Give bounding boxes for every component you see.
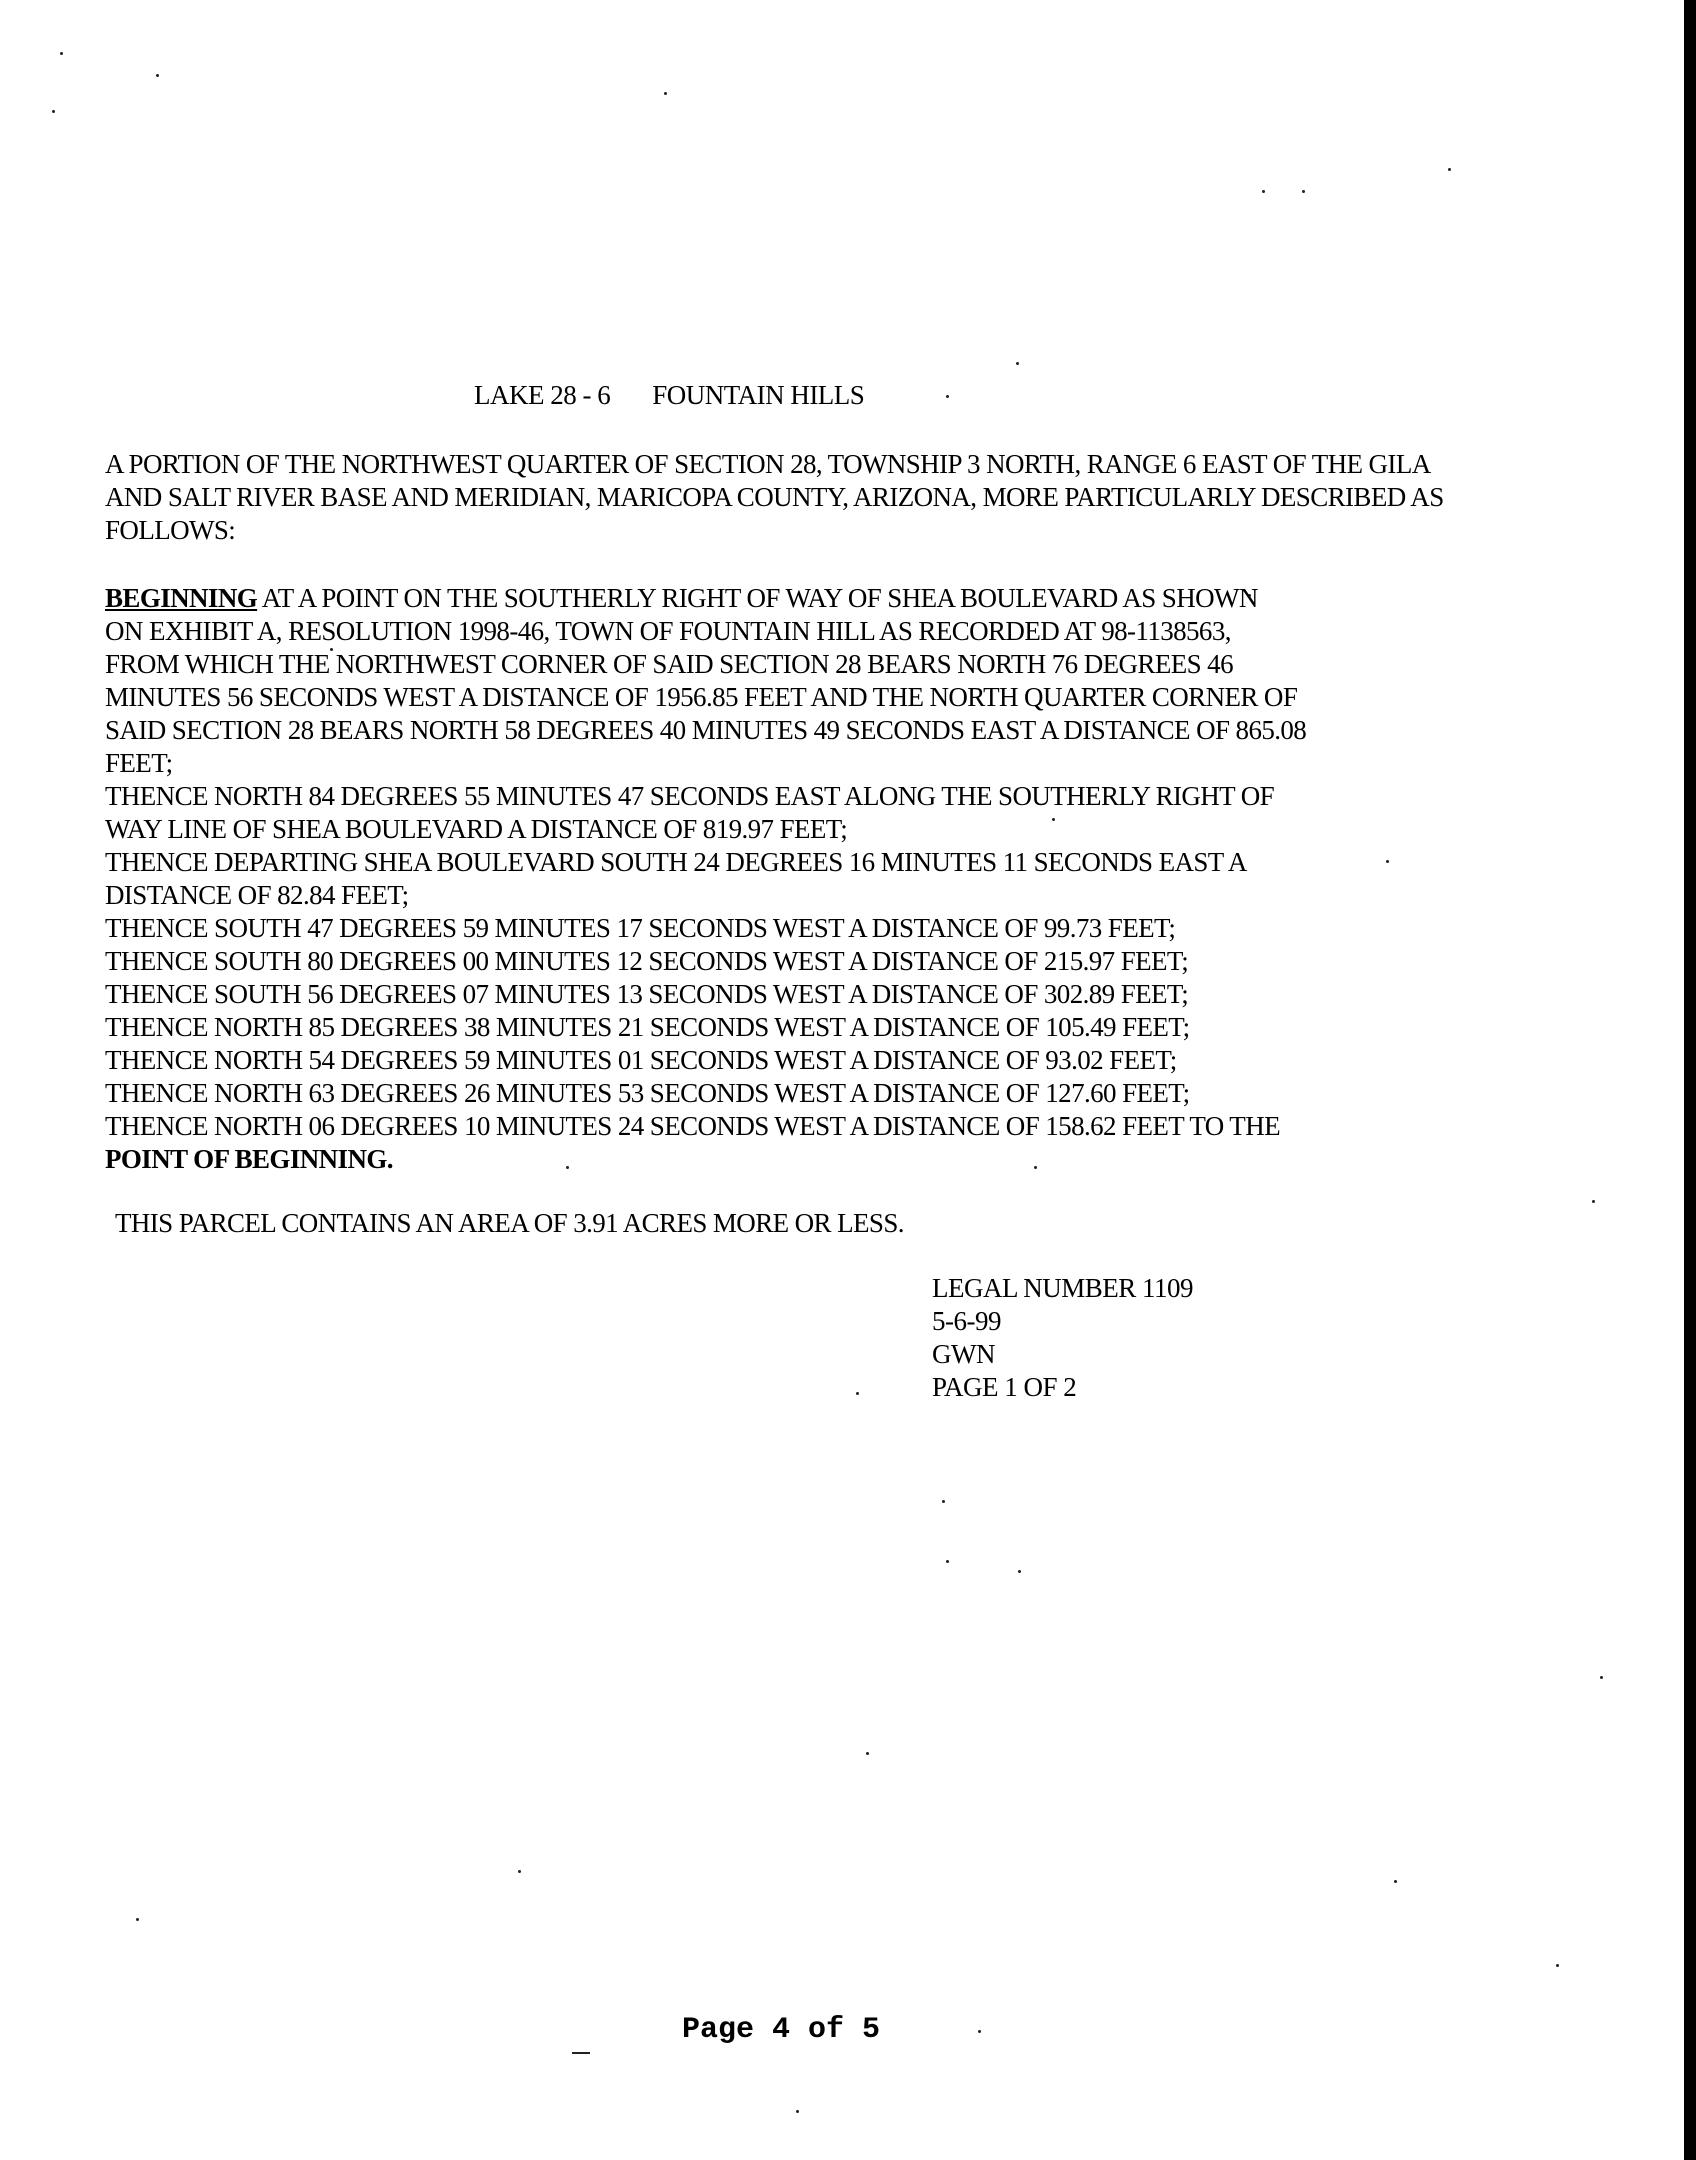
description-line: THENCE DEPARTING SHEA BOULEVARD SOUTH 24 DEGREES 16 MINUTES 11 SECONDS EAST A — [105, 847, 1247, 877]
point-of-beginning: POINT OF BEGINNING. — [105, 1144, 393, 1174]
scan-speck — [1302, 190, 1305, 193]
scan-speck — [1600, 1676, 1603, 1679]
document-page-count: PAGE 1 OF 2 — [932, 1372, 1077, 1402]
scan-speck — [518, 1870, 521, 1873]
scan-speck — [1448, 168, 1451, 171]
description-line: THENCE NORTH 84 DEGREES 55 MINUTES 47 SECONDS EAST ALONG THE SOUTHERLY RIGHT OF — [105, 781, 1275, 811]
page-number: Page 4 of 5 — [682, 2013, 881, 2047]
description-line: MINUTES 56 SECONDS WEST A DISTANCE OF 1956.85 FEET AND THE NORTH QUARTER CORNER OF — [105, 682, 1298, 712]
document-date: 5-6-99 — [932, 1306, 1001, 1336]
scan-speck — [52, 110, 55, 113]
scan-speck — [664, 92, 667, 95]
scan-speck — [1018, 1570, 1021, 1573]
scan-speck — [978, 2030, 981, 2033]
description-line: THENCE NORTH 54 DEGREES 59 MINUTES 01 SECONDS WEST A DISTANCE OF 93.02 FEET; — [105, 1045, 1177, 1075]
description-line: THENCE NORTH 85 DEGREES 38 MINUTES 21 SECONDS WEST A DISTANCE OF 105.49 FEET; — [105, 1012, 1190, 1042]
description-line: WAY LINE OF SHEA BOULEVARD A DISTANCE OF 819.97 FEET; — [105, 814, 848, 844]
description-line: FEET; — [105, 748, 173, 778]
description-line: DISTANCE OF 82.84 FEET; — [105, 880, 409, 910]
description-line: THENCE SOUTH 80 DEGREES 00 MINUTES 12 SECONDS WEST A DISTANCE OF 215.97 FEET; — [105, 946, 1189, 976]
parcel-code: LAKE 28 - 6 — [474, 380, 611, 410]
scan-speck — [856, 1392, 859, 1395]
legal-description — [105, 582, 1450, 1176]
scan-speck — [60, 52, 63, 55]
scan-speck — [1394, 1880, 1397, 1883]
description-line: THENCE SOUTH 47 DEGREES 59 MINUTES 17 SECONDS WEST A DISTANCE OF 99.73 FEET; — [105, 913, 1176, 943]
description-line: THENCE NORTH 63 DEGREES 26 MINUTES 53 SECONDS WEST A DISTANCE OF 127.60 FEET; — [105, 1078, 1190, 1108]
scan-speck — [136, 1918, 139, 1921]
description-line: THENCE SOUTH 56 DEGREES 07 MINUTES 13 SECONDS WEST A DISTANCE OF 302.89 FEET; — [105, 979, 1189, 1009]
scan-speck — [1016, 362, 1019, 365]
scan-speck — [156, 74, 159, 77]
scan-speck — [796, 2110, 799, 2113]
description-line: SAID SECTION 28 BEARS NORTH 58 DEGREES 40 MINUTES 49 SECONDS EAST A DISTANCE OF 865.08 — [105, 715, 1307, 745]
scan-speck — [942, 1500, 945, 1503]
intro-paragraph: A PORTION OF THE NORTHWEST QUARTER OF SECTION 28, TOWNSHIP 3 NORTH, RANGE 6 EAST OF THE GILA AND SALT RIVER BASE AND MERIDIAN, MARICOPA COUNTY, ARIZONA, MORE PARTICULARLY DESCRIBED AS FOLLOWS: — [105, 449, 1444, 545]
scan-speck — [1262, 190, 1265, 193]
author-initials: GWN — [932, 1339, 995, 1369]
scan-edge-border — [1684, 0, 1696, 2160]
scan-mark — [572, 2052, 590, 2054]
legal-number: LEGAL NUMBER 1109 — [932, 1273, 1193, 1303]
area-statement: THIS PARCEL CONTAINS AN AREA OF 3.91 ACRES MORE OR LESS. — [115, 1208, 904, 1238]
parcel-place: FOUNTAIN HILLS — [652, 380, 865, 410]
description-line: BEGINNING AT A POINT ON THE SOUTHERLY RIGHT OF WAY OF SHEA BOULEVARD AS SHOWN — [105, 583, 1258, 613]
scan-speck — [866, 1752, 869, 1755]
document-reference-block — [932, 1272, 1193, 1404]
description-line: THENCE NORTH 06 DEGREES 10 MINUTES 24 SECONDS WEST A DISTANCE OF 158.62 FEET TO THE — [105, 1111, 1280, 1141]
document-heading — [474, 380, 864, 411]
scan-speck — [946, 1560, 949, 1563]
scan-speck — [946, 395, 949, 398]
scan-speck — [1556, 1964, 1559, 1967]
description-line: FROM WHICH THE NORTHWEST CORNER OF SAID SECTION 28 BEARS NORTH 76 DEGREES 46 — [105, 649, 1233, 679]
description-line: ON EXHIBIT A, RESOLUTION 1998-46, TOWN OF FOUNTAIN HILL AS RECORDED AT 98-1138563, — [105, 616, 1231, 646]
scan-speck — [1592, 1200, 1595, 1203]
beginning-keyword: BEGINNING — [105, 583, 258, 613]
